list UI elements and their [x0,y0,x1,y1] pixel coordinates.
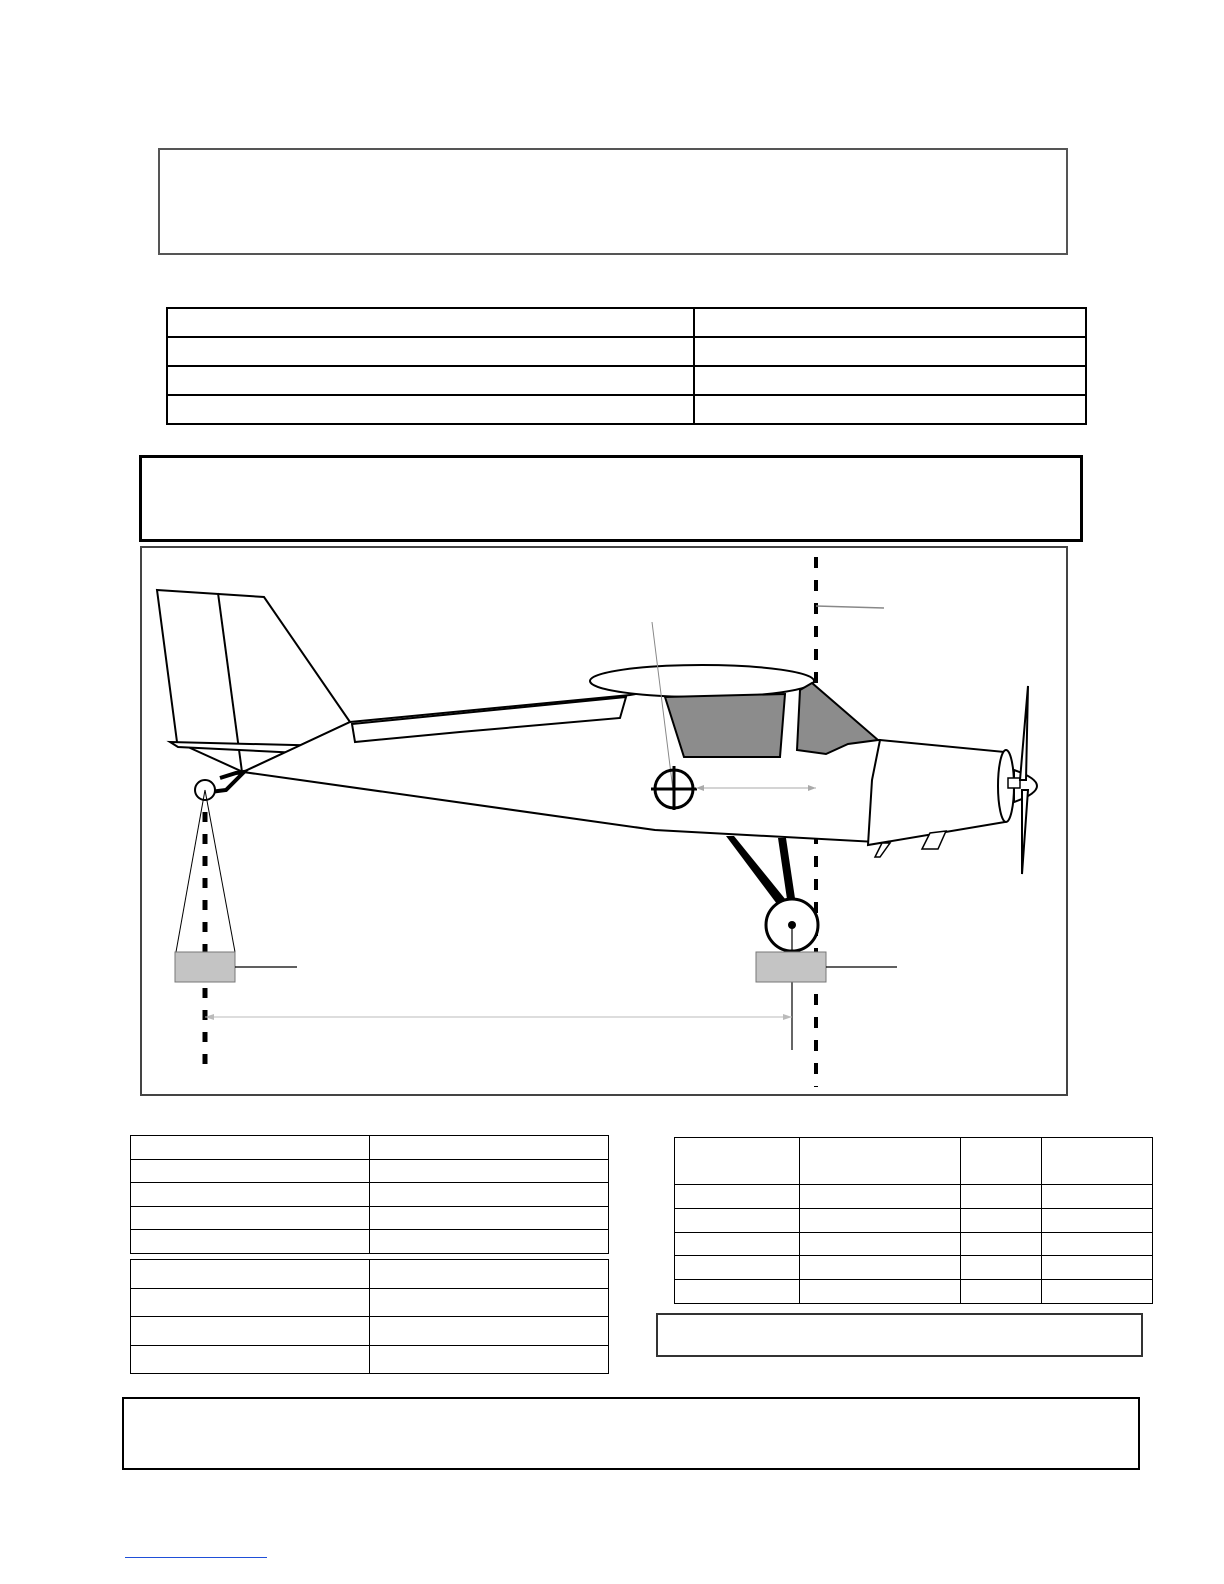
table-row [675,1256,1153,1280]
cell [131,1345,370,1374]
header-cell [675,1138,800,1185]
table-row [675,1208,1153,1232]
main-scale [756,952,826,982]
table-row [131,1317,609,1346]
cell [131,1288,370,1317]
cell [961,1185,1042,1209]
cell [131,1260,370,1289]
propeller-upper [1020,686,1028,780]
cell [1042,1256,1153,1280]
cell [370,1230,609,1254]
cell [675,1256,800,1280]
cell [675,1232,800,1256]
table-row [131,1159,609,1183]
cell [370,1183,609,1207]
table-row [675,1185,1153,1209]
cell [675,1185,800,1209]
datum-leader [816,606,884,608]
tail-leader-left [176,790,205,952]
cell [800,1256,961,1280]
cowling [868,740,1014,845]
header-cell [961,1138,1042,1185]
right-table [674,1137,1153,1304]
footer-box-text [124,1399,1138,1419]
cell [131,1317,370,1346]
table-header-row [675,1138,1153,1185]
cell [675,1280,800,1304]
cell [370,1159,609,1183]
header-cell [800,1138,961,1185]
cell [800,1208,961,1232]
left-table-bottom [130,1259,609,1374]
cell [131,1206,370,1230]
cell [370,1317,609,1346]
wheelbase-arrow-right [783,1014,792,1020]
exhaust-1 [875,843,890,857]
table-row [131,1260,609,1289]
cell [1042,1208,1153,1232]
footer-box [122,1397,1140,1470]
header-cell [1042,1138,1153,1185]
cell [131,1230,370,1254]
table-row [131,1345,609,1374]
cell [370,1288,609,1317]
cell [131,1183,370,1207]
cell [1042,1280,1153,1304]
left-table-top [130,1135,609,1254]
result-box-text [658,1315,1141,1331]
cell [961,1232,1042,1256]
cell [370,1345,609,1374]
cell [370,1260,609,1289]
table-row [675,1232,1153,1256]
cell [370,1206,609,1230]
cell [800,1232,961,1256]
propeller-lower [1022,790,1028,874]
result-box [656,1313,1143,1357]
wing [590,665,814,697]
cell [370,1136,609,1160]
table-row [131,1288,609,1317]
cell [675,1208,800,1232]
cell [961,1280,1042,1304]
cell [800,1280,961,1304]
prop-hub [1008,778,1020,788]
cell [961,1256,1042,1280]
cell [131,1136,370,1160]
table-row [131,1183,609,1207]
cell [131,1159,370,1183]
tail-leader-right [205,790,235,952]
table-row [131,1136,609,1160]
table-row [675,1280,1153,1304]
tail-scale [175,952,235,982]
table-row [131,1230,609,1254]
side-window [665,694,785,757]
cell [1042,1232,1153,1256]
cell [1042,1185,1153,1209]
cell [961,1208,1042,1232]
footer-link[interactable] [125,1557,267,1558]
table-row [131,1206,609,1230]
cell [800,1185,961,1209]
